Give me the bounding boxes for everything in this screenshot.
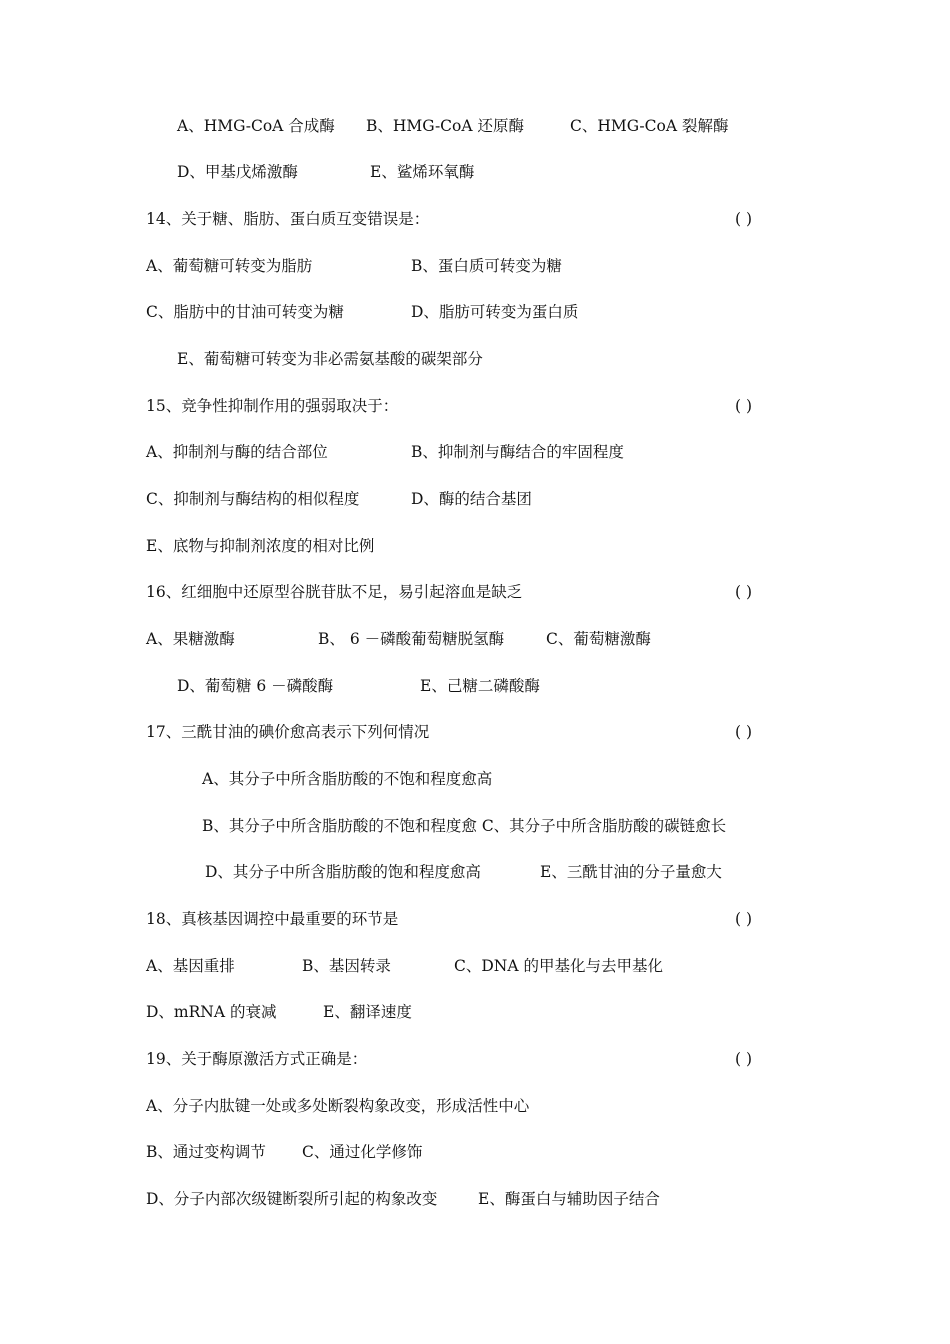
q14-answer-blank: ( ) — [735, 210, 753, 228]
q19-option-c: C、通过化学修饰 — [302, 1143, 423, 1161]
q19-option-b: B、通过变构调节 — [146, 1143, 266, 1161]
q19-stem: 19、关于酶原激活方式正确是： — [146, 1050, 368, 1068]
q14-option-e: E、葡萄糖可转变为非必需氨基酸的碳架部分 — [177, 350, 483, 368]
q17-option-d: D、其分子中所含脂肪酸的饱和程度愈高 — [205, 863, 481, 881]
q13-option-b: B、HMG-CoA 还原酶 — [366, 117, 524, 135]
q16-stem: 16、红细胞中还原型谷胱苷肽不足，易引起溶血是缺乏 — [146, 583, 523, 601]
q13-option-d: D、甲基戊烯激酶 — [177, 163, 298, 181]
q15-option-d: D、酶的结合基团 — [411, 490, 532, 508]
q19-option-e: E、酶蛋白与辅助因子结合 — [478, 1190, 660, 1208]
q16-answer-blank: ( ) — [735, 583, 753, 601]
q15-option-a: A、抑制剂与酶的结合部位 — [146, 443, 328, 461]
q15-option-c: C、抑制剂与酶结构的相似程度 — [146, 490, 360, 508]
q16-option-d: D、葡萄糖 6 －磷酸酶 — [177, 677, 334, 695]
q14-option-d: D、脂肪可转变为蛋白质 — [411, 303, 579, 321]
q14-stem: 14、关于糖、脂肪、蛋白质互变错误是： — [146, 210, 430, 228]
q13-option-c: C、HMG-CoA 裂解酶 — [570, 117, 729, 135]
q18-option-c: C、DNA 的甲基化与去甲基化 — [454, 957, 663, 975]
q17-option-bc: B、其分子中所含脂肪酸的不饱和程度愈 C、其分子中所含脂肪酸的碳链愈长 — [202, 817, 727, 835]
q16-option-c: C、葡萄糖激酶 — [546, 630, 651, 648]
q15-stem: 15、竞争性抑制作用的强弱取决于： — [146, 397, 399, 415]
q15-option-e: E、底物与抑制剂浓度的相对比例 — [146, 537, 375, 555]
q17-stem: 17、三酰甘油的碘价愈高表示下列何情况 — [146, 723, 430, 741]
q14-option-a: A、葡萄糖可转变为脂肪 — [146, 257, 313, 275]
q16-option-b: B、 6 －磷酸葡萄糖脱氢酶 — [318, 630, 505, 648]
q16-option-e: E、己糖二磷酸酶 — [420, 677, 540, 695]
q14-option-b: B、蛋白质可转变为糖 — [411, 257, 562, 275]
q17-answer-blank: ( ) — [735, 723, 753, 741]
q16-option-a: A、果糖激酶 — [146, 630, 235, 648]
q15-answer-blank: ( ) — [735, 397, 753, 415]
q15-option-b: B、抑制剂与酶结合的牢固程度 — [411, 443, 624, 461]
q18-option-e: E、翻译速度 — [323, 1003, 412, 1021]
q19-option-a: A、分子内肽键一处或多处断裂构象改变，形成活性中心 — [146, 1097, 530, 1115]
q18-option-b: B、基因转录 — [302, 957, 391, 975]
q18-option-a: A、基因重排 — [146, 957, 235, 975]
q17-option-a: A、其分子中所含脂肪酸的不饱和程度愈高 — [202, 770, 493, 788]
q17-option-e: E、三酰甘油的分子量愈大 — [540, 863, 722, 881]
q14-option-c: C、脂肪中的甘油可转变为糖 — [146, 303, 344, 321]
q18-answer-blank: ( ) — [735, 910, 753, 928]
q13-option-e: E、鲨烯环氧酶 — [370, 163, 475, 181]
q13-option-a: A、HMG-CoA 合成酶 — [177, 117, 335, 135]
q18-stem: 18、真核基因调控中最重要的环节是 — [146, 910, 399, 928]
q19-option-d: D、分子内部次级键断裂所引起的构象改变 — [146, 1190, 438, 1208]
q18-option-d: D、mRNA 的衰减 — [146, 1003, 277, 1021]
q19-answer-blank: ( ) — [735, 1050, 753, 1068]
